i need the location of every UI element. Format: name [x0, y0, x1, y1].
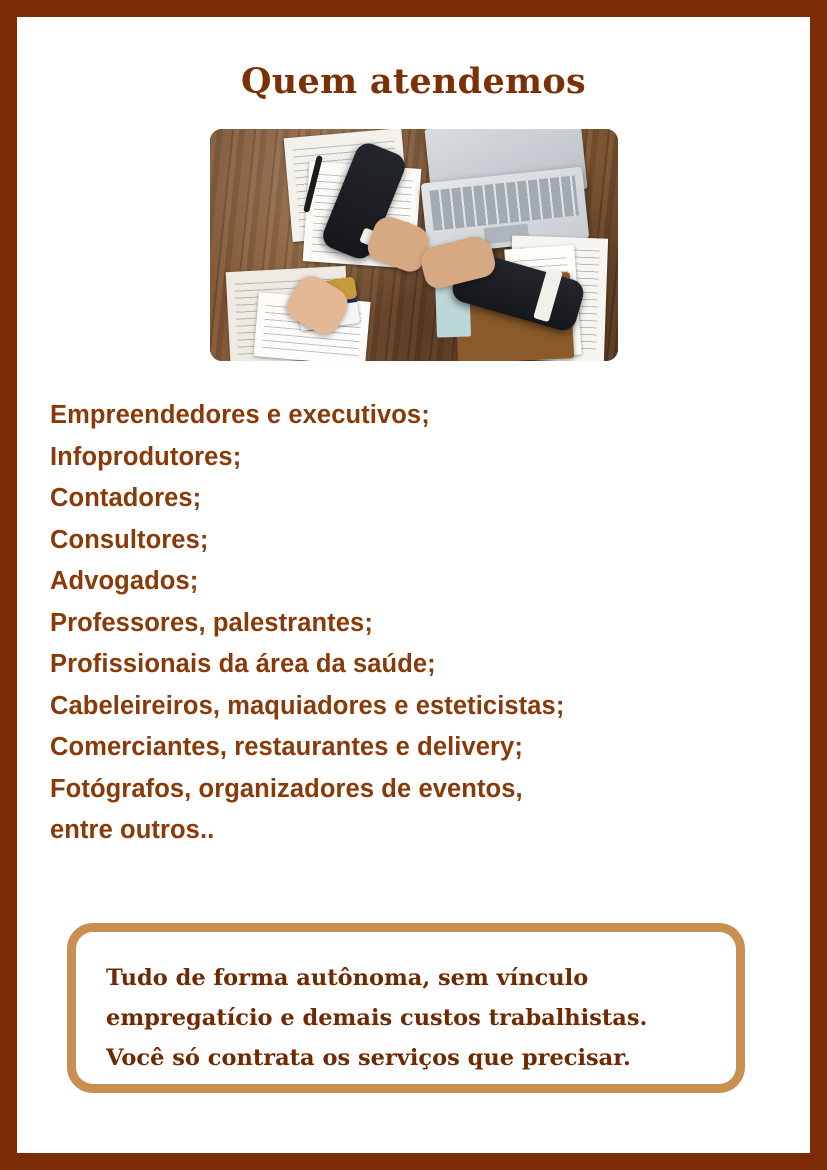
callout-line: Tudo de forma autônoma, sem vínculo [106, 965, 589, 991]
callout-line: Você só contrata os serviços que precisar. [106, 1045, 631, 1071]
list-item: entre outros.. [50, 816, 215, 844]
list-item: Professores, palestrantes; [50, 608, 373, 637]
audience-list [50, 395, 810, 852]
callout-box [67, 923, 745, 1093]
page-title: Quem atendemos [240, 61, 586, 102]
list-item: Fotógrafos, organizadores de eventos, [50, 774, 523, 803]
list-item: Advogados; [50, 567, 199, 595]
list-item: Infoprodutores; [50, 442, 242, 471]
list-item: Comerciantes, restaurantes e delivery; [50, 733, 523, 761]
list-item: Profissionais da área da saúde; [50, 650, 436, 678]
list-item: Cabeleireiros, maquiadores e esteticistas; [50, 691, 565, 720]
list-item: Consultores; [50, 525, 209, 554]
list-item: Empreendedores e executivos; [50, 401, 430, 429]
callout-text [76, 932, 736, 1078]
slide-page [17, 17, 810, 1153]
list-item: Contadores; [50, 484, 202, 512]
callout-line: empregatício e demais custos trabalhistas. [106, 1005, 648, 1031]
handshake-business-photo [210, 129, 618, 361]
